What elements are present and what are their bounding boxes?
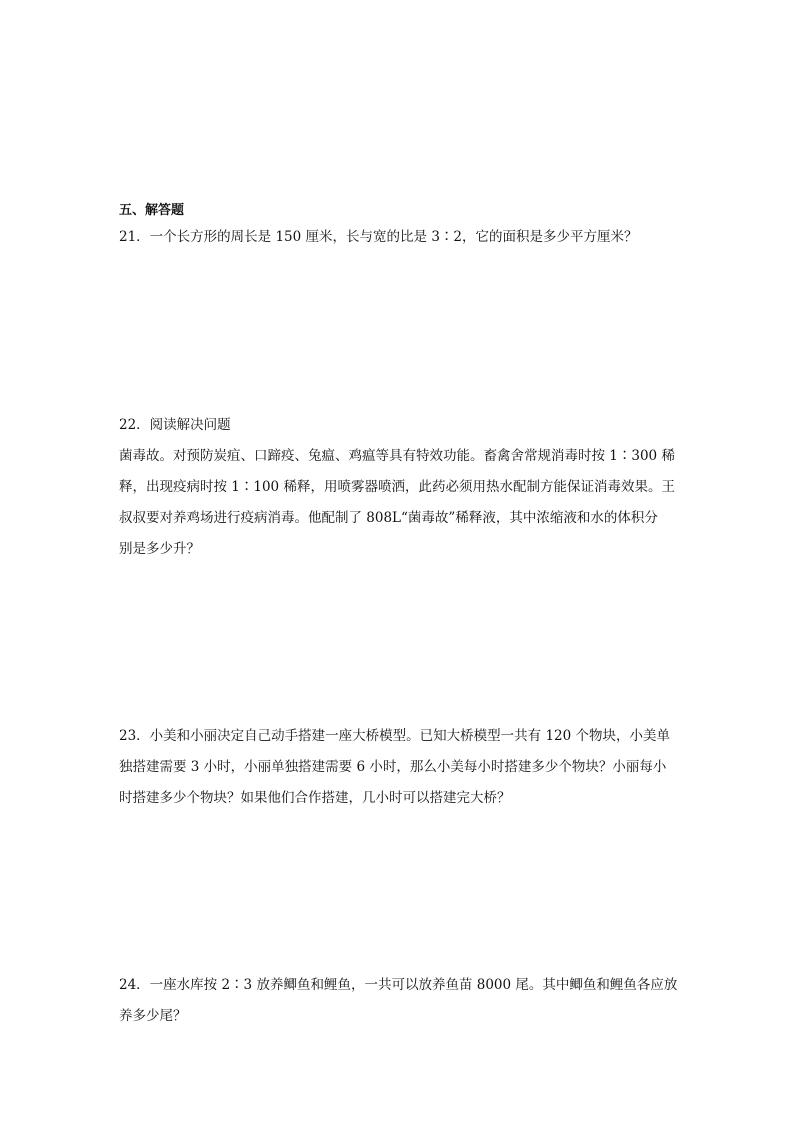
question-22 — [119, 410, 675, 565]
question-line: 菌毒故。对预防炭疽、口蹄疫、兔瘟、鸡瘟等具有特效功能。畜禽舍常规消毒时按 1∶300 稀 — [119, 448, 675, 464]
question-line: 独搭建需要 3 小时，小丽单独搭建需要 6 小时，那么小美每小时搭建多少个物块？小丽每小 — [119, 759, 667, 775]
question-line: 别是多少升？ — [119, 541, 200, 557]
question-heading: 22．阅读解决问题 — [119, 417, 231, 433]
question-line: 时搭建多少个物块？如果他们合作搭建，几小时可以搭建完大桥？ — [119, 790, 511, 806]
question-line: 21．一个长方形的周长是 150 厘米，长与宽的比是 3∶2，它的面积是多少平方厘米？ — [119, 229, 638, 245]
question-24 — [119, 970, 678, 1032]
question-23 — [119, 721, 671, 814]
question-line: 叔叔要对养鸡场进行疫病消毒。他配制了 808L“菌毒故”稀释液，其中浓缩液和水的体积分 — [119, 510, 658, 526]
section-title: 五、解答题 — [119, 203, 185, 218]
question-line: 23．小美和小丽决定自己动手搭建一座大桥模型。已知大桥模型一共有 120 个物块，小美单 — [119, 728, 671, 744]
question-line: 养多少尾？ — [119, 1008, 187, 1024]
question-line: 24．一座水库按 2∶3 放养鲫鱼和鲤鱼，一共可以放养鱼苗 8000 尾。其中鲫鱼和鲤鱼各应放 — [119, 977, 678, 993]
question-line: 释，出现疫病时按 1∶100 稀释，用喷雾器喷洒，此药必须用热水配制方能保证消毒效果。王 — [119, 479, 675, 495]
question-21 — [119, 222, 659, 253]
